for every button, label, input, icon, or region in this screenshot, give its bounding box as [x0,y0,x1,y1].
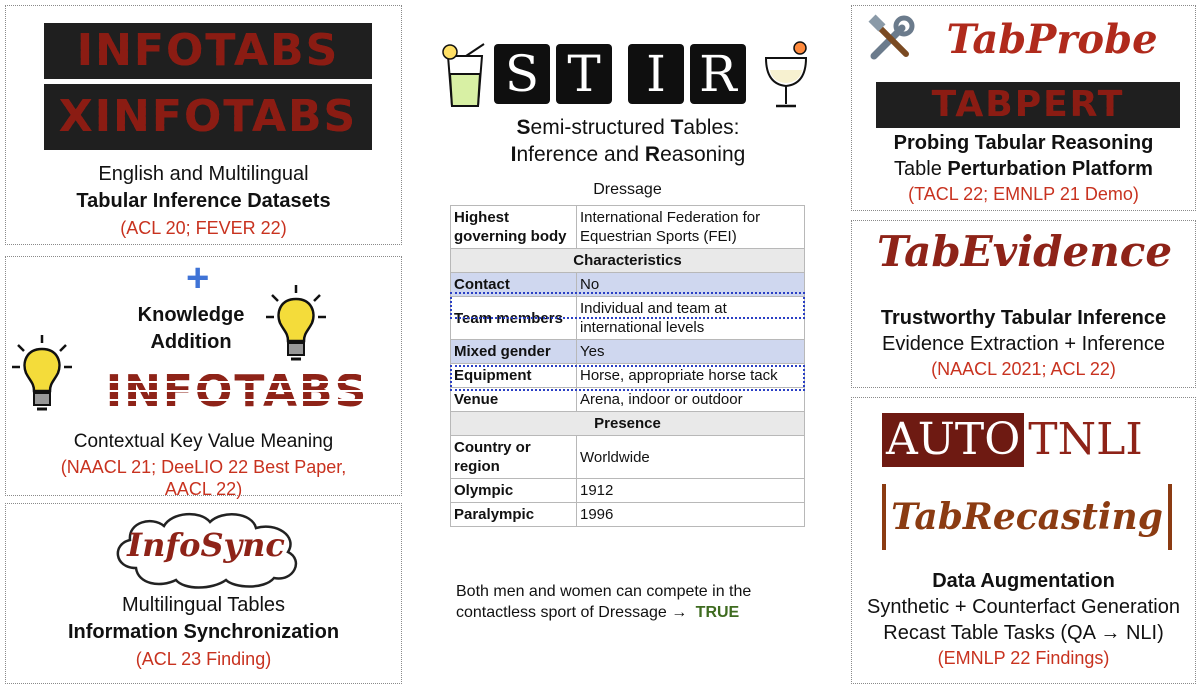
tabrecasting-logo: TabRecasting [882,484,1172,550]
stir-letter-i: I [628,44,684,104]
autotnli-panel [851,397,1196,684]
tabprobe-cite: (TACL 22; EMNLP 21 Demo) [908,184,1139,204]
table-section-header [451,412,805,436]
true-label: TRUE [695,604,740,621]
row-key: Team members [451,297,577,340]
infosync-line1: Multilingual Tables [121,594,286,616]
infotabs-line2: Tabular Inference Datasets [76,190,331,212]
tabprobe-line1: Probing Tabular Reasoning [893,132,1154,154]
lightbulb-icon [10,333,74,417]
table-row [451,436,805,479]
knowledge-cite1: (NAACL 21; DeeLIO 22 Best Paper, [60,457,347,477]
table-section-header [451,249,805,273]
tabevidence-logo: TabEvidence [876,227,1173,276]
table-row [451,388,805,412]
infosync-logo: InfoSync [127,526,285,564]
knowledge-line2: Addition [150,331,232,353]
row-key: Contact [451,273,577,297]
row-key: Country or region [451,436,577,479]
stir-letter-t: T [556,44,612,104]
stir-letter-s: S [494,44,550,104]
table-title: Dressage [593,181,662,198]
row-key: Highest governing body [451,206,577,249]
infotabs-cite: (ACL 20; FEVER 22) [120,218,287,238]
row-value: 1996 [577,503,805,527]
row-value: No [577,273,805,297]
row-value: 1912 [577,479,805,503]
row-key: Paralympic [451,503,577,527]
table-row [451,479,805,503]
table-row [451,206,805,249]
section-label: Presence [451,412,805,436]
tabevidence-line2: Evidence Extraction + Inference [882,333,1165,355]
infotabs-logo-2: INFOTABS [105,366,369,417]
infosync-cite: (ACL 23 Finding) [135,649,272,669]
row-value: Worldwide [577,436,805,479]
juice-glass-icon [440,42,490,108]
claim-line2: contactless sport of Dressage → TRUE [456,604,740,621]
row-value: Yes [577,340,805,364]
tabprobe-line2: Table Perturbation Platform [894,158,1153,180]
highlight-mixed-gender [450,365,805,391]
row-value: Horse, appropriate horse tack [577,364,805,388]
tabpert-logo: TABPERT [876,82,1180,128]
cocktail-glass-icon [760,40,812,112]
tabprobe-panel [851,5,1196,211]
stir-letter-r: R [690,44,746,104]
knowledge-panel [5,256,402,499]
autotnli-line2: Synthetic + Counterfact Generation [867,596,1180,618]
section-label: Characteristics [451,249,805,273]
plus-icon: + [186,256,210,300]
tabevidence-cite: (NAACL 2021; ACL 22) [931,359,1116,379]
tabevidence-line1: Trustworthy Tabular Inference [880,307,1167,329]
row-value: Arena, indoor or outdoor [577,388,805,412]
stir-subtitle-1: Semi-structured Tables: [516,116,740,139]
knowledge-cite2: AACL 22) [164,479,243,499]
autotnli-line3: Recast Table Tasks (QA → NLI) [883,622,1164,644]
infotabs-logo: INFOTABS [44,23,372,79]
table-row [451,340,805,364]
tabprobe-logo: TabProbe [946,16,1158,63]
xinfotabs-logo: XINFOTABS [44,84,372,150]
infotabs-panel [5,5,402,245]
claim-line1: Both men and women can compete in the [456,583,752,600]
tabevidence-panel [851,220,1196,388]
row-key: Equipment [451,364,577,388]
infosync-line2: Information Synchronization [67,621,340,643]
row-key: Mixed gender [451,340,577,364]
tools-icon [866,14,916,64]
stir-subtitle-2: Inference and Reasoning [510,143,746,166]
knowledge-line1: Knowledge [137,304,245,326]
autotnli-logo: AUTO TNLI [882,413,1147,467]
infosync-panel [5,503,402,684]
lightbulb-icon [264,283,328,367]
row-key: Venue [451,388,577,412]
autotnli-cite: (EMNLP 22 Findings) [937,648,1110,668]
knowledge-line3: Contextual Key Value Meaning [73,431,334,452]
autotnli-line1: Data Augmentation [932,570,1115,592]
row-value: Individual and team at international levels [577,297,805,340]
infotabs-line1: English and Multilingual [98,163,309,185]
table-row [451,503,805,527]
highlight-contact [450,292,805,319]
row-key: Olympic [451,479,577,503]
row-value: International Federation for Equestrian Sports (FEI) [577,206,805,249]
